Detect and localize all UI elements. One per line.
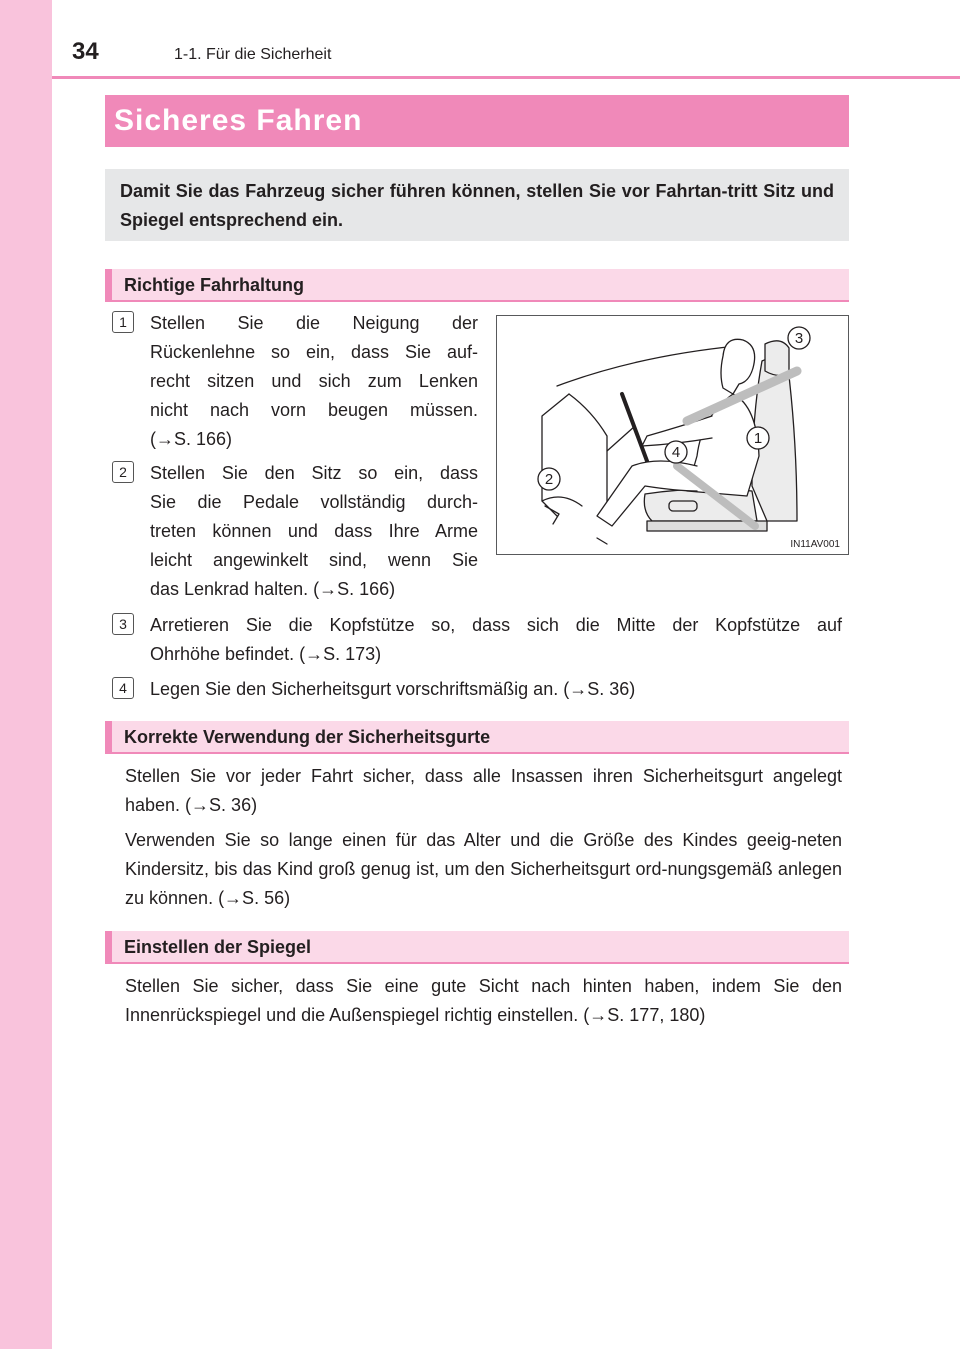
section-heading-seatbelts xyxy=(105,721,849,754)
page-title: Sicheres Fahren xyxy=(114,104,363,137)
paragraph-text: Stellen Sie vor jeder Fahrt sicher, dass alle Insassen ihren Sicherheitsgurt angelegt haben. (→S. 36) xyxy=(125,766,842,815)
paragraph-text: Stellen Sie sicher, dass Sie eine gute Sicht nach hinten haben, indem Sie den Innenrückspiegel und die Außenspiegel richtig einstellen. (→S. 177, 180) xyxy=(125,976,842,1025)
item-line: Rückenlehne so ein, dass Sie auf- xyxy=(150,342,478,362)
item-line: nicht nach vorn beugen müssen. xyxy=(150,400,478,420)
callout-1-label: 1 xyxy=(753,430,763,447)
item-line: Ohrhöhe befindet. (→S. 173) xyxy=(150,644,382,664)
callout-2-label: 2 xyxy=(544,471,554,488)
item-line: Legen Sie den Sicherheitsgurt vorschriftsmäßig an. (→S. 36) xyxy=(150,679,636,699)
section-heading-text: Einstellen der Spiegel xyxy=(124,937,312,957)
intro-text: Damit Sie das Fahrzeug sicher führen können, stellen Sie vor Fahrtan-tritt Sitz und Spiegel entsprechend ein. xyxy=(120,181,834,230)
section-heading-text: Richtige Fahrhaltung xyxy=(124,275,304,295)
title-bar xyxy=(105,95,849,147)
item-number-badge: 3 xyxy=(112,613,134,635)
paragraph-seatbelt-check xyxy=(125,762,842,820)
intro-box xyxy=(105,169,849,241)
page-number: 34 xyxy=(72,38,99,65)
running-head: 1-1. Für die Sicherheit xyxy=(174,46,332,63)
item-line: das Lenkrad halten. (→S. 166) xyxy=(150,579,396,599)
section-heading-mirrors xyxy=(105,931,849,964)
paragraph-text: Verwenden Sie so lange einen für das Alter und die Größe des Kindes geeig-neten Kindersitz, bis das Kind groß genug ist, um den Sicherheitsgurt ord-nungsgemäß anlegen zu können. (→S. 56) xyxy=(125,830,842,908)
header-rule xyxy=(52,76,960,79)
item-line: (→S. 166) xyxy=(150,429,233,449)
item-line: Stellen Sie die Neigung der xyxy=(150,313,478,333)
item-line: Sie die Pedale vollständig durch- xyxy=(150,492,478,512)
item-line: leicht angewinkelt sind, wenn Sie xyxy=(150,550,478,570)
section-heading-posture xyxy=(105,269,849,302)
item-line: Stellen Sie den Sitz so ein, dass xyxy=(150,463,478,483)
item-number-badge: 4 xyxy=(112,677,134,699)
item-line: recht sitzen und sich zum Lenken xyxy=(150,371,478,391)
item-line: Arretieren Sie die Kopfstütze so, dass sich die Mitte der Kopfstütze auf xyxy=(150,615,842,635)
callout-3-label: 3 xyxy=(794,330,804,347)
paragraph-mirrors xyxy=(125,972,842,1030)
item-line: treten können und dass Ihre Arme xyxy=(150,521,478,541)
callout-4-label: 4 xyxy=(671,444,681,461)
paragraph-child-seat xyxy=(125,826,842,913)
figure-code: IN11AV001 xyxy=(790,539,840,550)
driver-seat-diagram xyxy=(497,316,847,553)
section-heading-text: Korrekte Verwendung der Sicherheitsgurte xyxy=(124,727,491,747)
side-tab-strip xyxy=(0,0,52,1349)
item-number-badge: 1 xyxy=(112,311,134,333)
item-number-badge: 2 xyxy=(112,461,134,483)
seating-posture-illustration xyxy=(496,315,849,555)
